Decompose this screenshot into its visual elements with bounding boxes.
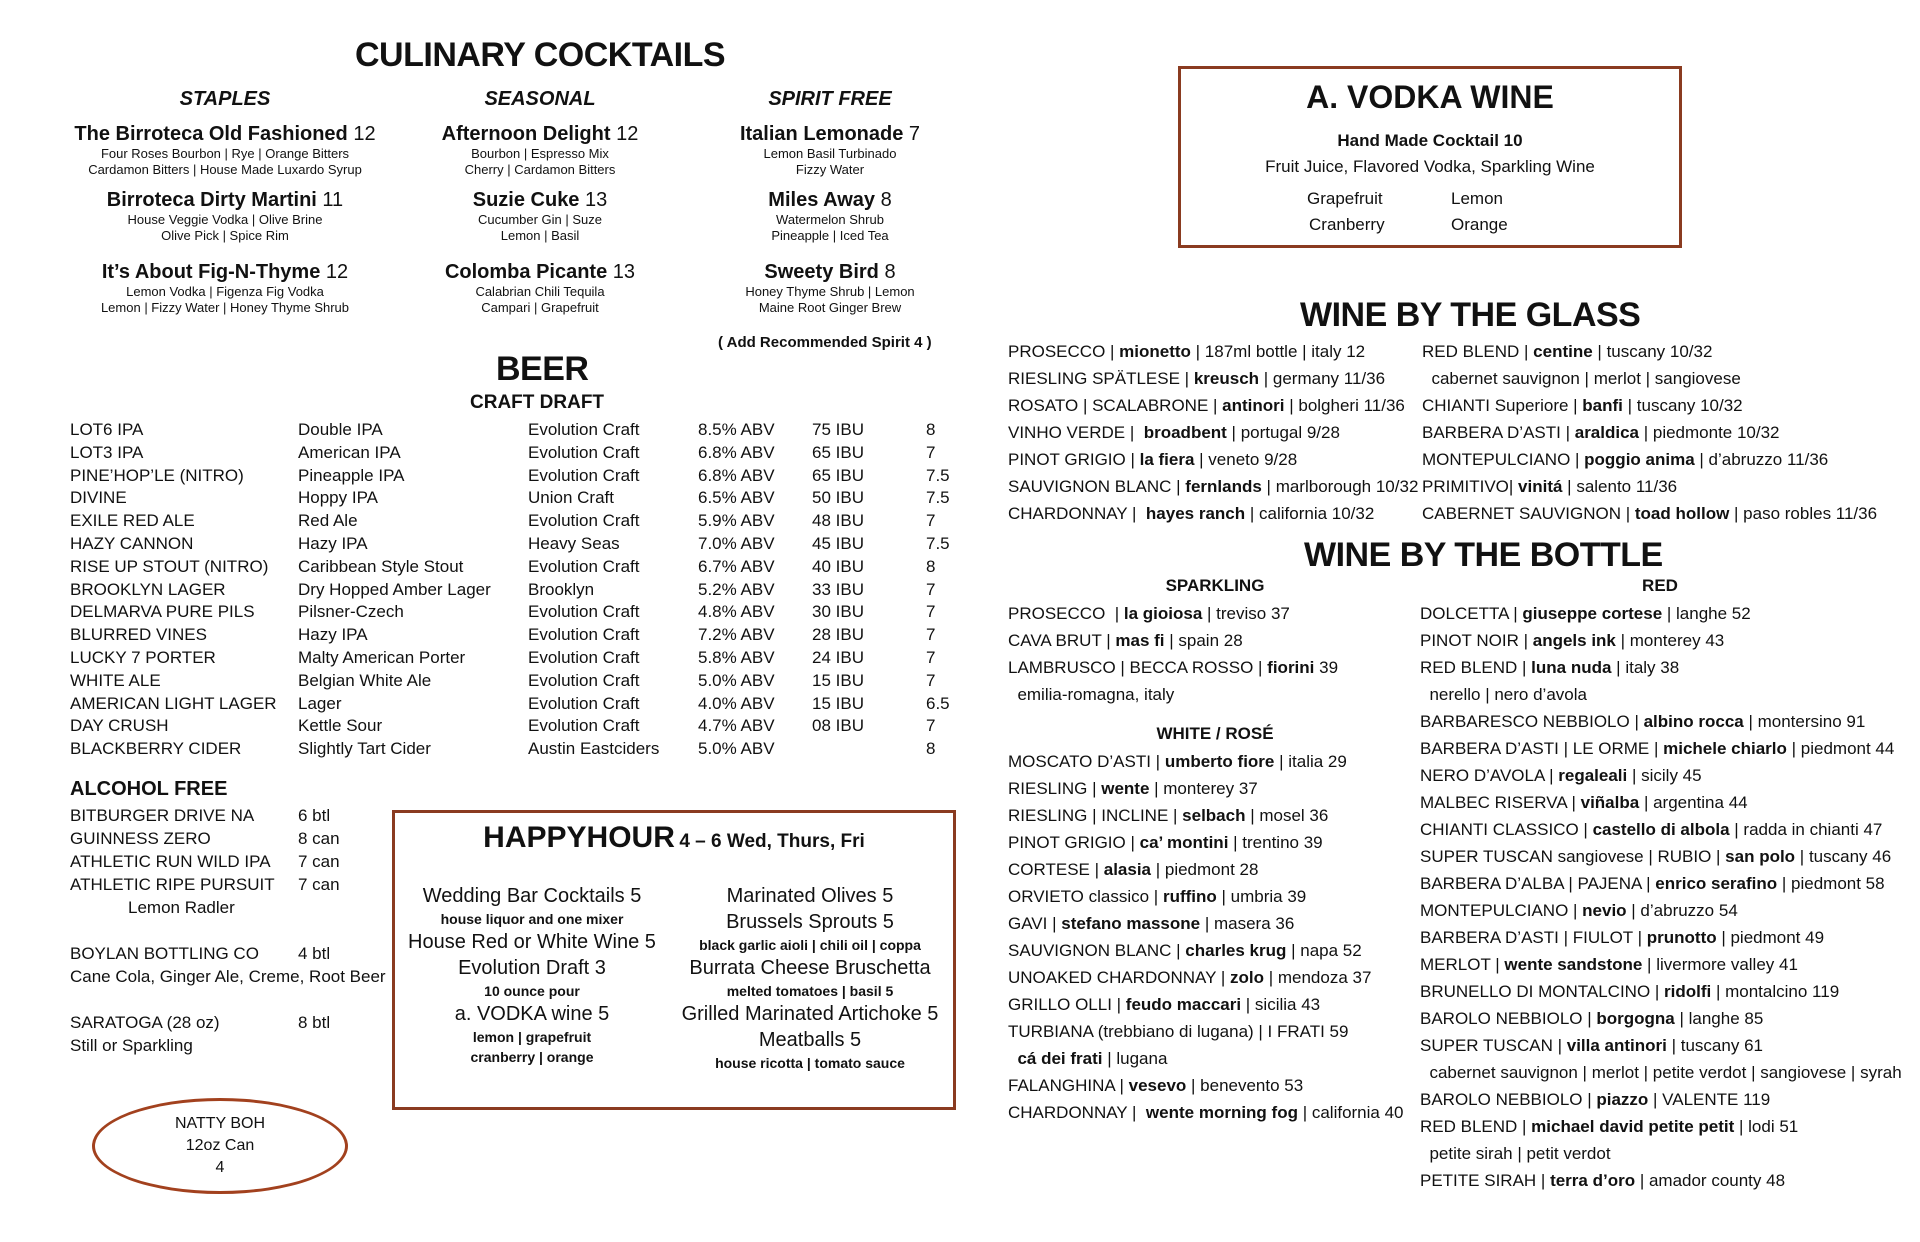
beer-abv: 5.8% ABV xyxy=(698,648,775,667)
beer-abv: 5.2% ABV xyxy=(698,579,775,599)
wine-item: VINHO VERDE | broadbent | portugal 9/28 xyxy=(1008,423,1340,442)
beer-abv: 4.8% ABV xyxy=(698,602,775,622)
producer-name: giuseppe cortese xyxy=(1522,604,1663,623)
beer-style: Belgian White Ale xyxy=(298,670,432,690)
beer-name: RISE UP STOUT (NITRO) xyxy=(70,556,269,576)
beer-name: DELMARVA PURE PILS xyxy=(70,602,255,622)
beer-name: HAZY CANNON xyxy=(70,534,194,553)
producer-name: piazzo xyxy=(1596,1090,1649,1109)
beer-brewery: Evolution Craft xyxy=(528,648,640,667)
beer-price: 7.5 xyxy=(926,465,950,485)
beer-abv: 8.5% ABV xyxy=(698,420,775,439)
sparkling-title: SPARKLING xyxy=(1165,576,1265,595)
beer-name: LOT3 IPA xyxy=(70,442,144,462)
producer-name: wente morning fog xyxy=(1145,1103,1298,1122)
wine-item: cá dei frati | lugana xyxy=(1017,1049,1168,1068)
producer-name: vesevo xyxy=(1128,1076,1187,1095)
cocktail-item: Colomba Picante 13 Calabrian Chili Tequila Campari | Grapefruit xyxy=(444,261,636,315)
cocktail-item: Birroteca Dirty Martini 11 House Veggie Vodka | Olive Brine Olive Pick | Spice Rim xyxy=(106,189,344,243)
wine-item: LAMBRUSCO | BECCA ROSSO | fiorini 39 xyxy=(1008,658,1339,677)
beer-style: Red Ale xyxy=(298,511,358,531)
producer-name: terra d’oro xyxy=(1550,1171,1636,1190)
wine-item: MONTEPULCIANO | nevio | d’abruzzo 54 xyxy=(1420,901,1738,920)
beer-brewery: Evolution Craft xyxy=(528,602,640,622)
beer-brewery: Evolution Craft xyxy=(528,442,640,462)
beer-brewery: Union Craft xyxy=(528,488,614,508)
producer-name: antinori xyxy=(1222,396,1285,415)
producer-name: mas fi xyxy=(1115,631,1165,650)
beer-brewery: Austin Eastciders xyxy=(528,739,660,759)
vodka-flavor: Grapefruit xyxy=(1307,189,1383,208)
wine-item: PINOT GRIGIO | la fiera | veneto 9/28 xyxy=(1008,450,1298,469)
beer-brewery: Evolution Craft xyxy=(528,420,640,439)
wine-item: BARBARESCO NEBBIOLO | albino rocca | montersino 91 xyxy=(1420,712,1866,731)
beer-name: BLACKBERRY CIDER xyxy=(70,739,242,759)
beer-ibu: 45 IBU xyxy=(812,534,864,553)
producer-name: vinitá xyxy=(1518,477,1563,496)
vodka-title: A. VODKA WINE xyxy=(1306,79,1554,115)
wine-item: emilia-romagna, italy xyxy=(1008,685,1175,704)
vodka-flavor: Orange xyxy=(1451,215,1508,234)
alcohol-free-list: BITBURGER DRIVE NA 6 btl GUINNESS ZERO 8 can ATHLETIC RUN WILD IPA 7 can ATHLETIC RIPE PURSUIT 7 can Lemon Radler BOYLAN BOTTLING CO 4 btl Cane Cola, Ginger Ale, Creme, Root Beer SARATOGA (28 oz) 8 btl Still or Sparkling xyxy=(70,806,386,1055)
beer-price: 7 xyxy=(926,511,936,531)
beer-price: 7 xyxy=(926,648,936,667)
wine-item: RED BLEND | luna nuda | italy 38 xyxy=(1420,658,1680,677)
wine-item: PETITE SIRAH | terra d’oro | amador county 48 xyxy=(1420,1171,1786,1190)
happyhour-box xyxy=(392,810,956,1110)
glass-left-list xyxy=(1008,338,1418,527)
producer-name: cá dei frati xyxy=(1017,1049,1103,1068)
producer-name: viñalba xyxy=(1580,793,1640,812)
producer-name: borgogna xyxy=(1596,1009,1675,1028)
beer-style: Slightly Tart Cider xyxy=(298,739,431,759)
wine-item: cabernet sauvignon | merlot | petite verdot | sangiovese | syrah xyxy=(1420,1063,1902,1082)
glass-title: WINE BY THE GLASS xyxy=(1300,296,1641,334)
beer-ibu: 33 IBU xyxy=(812,579,864,599)
beer-style: Malty American Porter xyxy=(298,648,466,667)
producer-name: charles krug xyxy=(1185,941,1287,960)
beer-abv: 6.7% ABV xyxy=(698,556,775,576)
beer-name: LOT6 IPA xyxy=(70,420,144,439)
wine-item: BAROLO NEBBIOLO | borgogna | langhe 85 xyxy=(1420,1009,1764,1028)
beer-ibu: 28 IBU xyxy=(812,625,864,645)
producer-name: umberto fiore xyxy=(1164,752,1275,771)
producer-name: zolo xyxy=(1230,968,1264,987)
producer-name: fiorini xyxy=(1267,658,1315,677)
producer-name: san polo xyxy=(1725,847,1796,866)
producer-name: mionetto xyxy=(1119,342,1191,361)
wine-item: SUPER TUSCAN | villa antinori | tuscany 61 xyxy=(1420,1036,1763,1055)
wine-item: PRIMITIVO| vinitá | salento 11/36 xyxy=(1422,477,1678,496)
wine-item: RED BLEND | michael david petite petit | lodi 51 xyxy=(1420,1117,1799,1136)
beer-name: LUCKY 7 PORTER xyxy=(70,648,216,667)
beer-price: 7 xyxy=(926,579,936,599)
beer-style: Pilsner-Czech xyxy=(298,602,404,622)
beer-brewery: Evolution Craft xyxy=(528,625,640,645)
beer-brewery: Brooklyn xyxy=(528,579,595,599)
wine-item: MONTEPULCIANO | poggio anima | d’abruzzo 11/36 xyxy=(1422,450,1829,469)
producer-name: stefano massone xyxy=(1061,914,1201,933)
beer-name: DIVINE xyxy=(70,488,127,508)
natty-boh-oval: NATTY BOH 12oz Can 4 xyxy=(92,1098,348,1194)
producer-name: poggio anima xyxy=(1584,450,1695,469)
beer-name: BLURRED VINES xyxy=(70,625,207,645)
beer-brewery: Evolution Craft xyxy=(528,716,640,736)
producer-name: michael david petite petit xyxy=(1531,1117,1735,1136)
beer-name: BROOKLYN LAGER xyxy=(70,579,226,599)
cocktail-item: Suzie Cuke 13 Cucumber Gin | Suze Lemon | Basil xyxy=(472,189,608,243)
beer-price: 8 xyxy=(926,556,936,576)
producer-name: castello di albola xyxy=(1592,820,1730,839)
beer-style: American IPA xyxy=(298,442,401,462)
happyhour-when: 4 – 6 Wed, Thurs, Fri xyxy=(679,831,865,852)
wine-item: BARBERA D’ALBA | PAJENA | enrico serafino | piedmont 58 xyxy=(1420,874,1885,893)
producer-name: luna nuda xyxy=(1531,658,1612,677)
wine-item: BRUNELLO DI MONTALCINO | ridolfi | montalcino 119 xyxy=(1420,982,1840,1001)
alcohol-free-title: ALCOHOL FREE xyxy=(70,778,228,800)
beer-abv: 4.7% ABV xyxy=(698,716,775,736)
beer-price: 8 xyxy=(926,420,936,439)
beer-style: Hazy IPA xyxy=(298,534,368,553)
producer-name: broadbent xyxy=(1143,423,1227,442)
beer-ibu: 40 IBU xyxy=(812,556,864,576)
wine-item: PROSECCO | la gioiosa | treviso 37 xyxy=(1008,604,1290,623)
cocktail-item: Miles Away 8 Watermelon Shrub Pineapple | Iced Tea xyxy=(768,189,892,243)
beer-brewery: Evolution Craft xyxy=(528,511,640,531)
producer-name: regaleali xyxy=(1558,766,1628,785)
producer-name: araldica xyxy=(1574,423,1639,442)
wine-item: CHIANTI CLASSICO | castello di albola | radda in chianti 47 xyxy=(1420,820,1883,839)
wine-item: RIESLING SPÄTLESE | kreusch | germany 11/36 xyxy=(1008,369,1386,388)
producer-name: fernlands xyxy=(1185,477,1262,496)
beer-ibu: 15 IBU xyxy=(812,693,864,713)
beer-price: 7.5 xyxy=(926,488,950,508)
beer-abv: 6.8% ABV xyxy=(698,442,775,462)
wine-item: SAUVIGNON BLANC | fernlands | marlborough 10/32 xyxy=(1008,477,1419,496)
producer-name: wente sandstone xyxy=(1504,955,1643,974)
white-list xyxy=(1008,748,1404,1126)
wine-item: RED BLEND | centine | tuscany 10/32 xyxy=(1422,342,1713,361)
producer-name: centine xyxy=(1533,342,1593,361)
wine-item: CAVA BRUT | mas fi | spain 28 xyxy=(1008,631,1243,650)
beer-ibu: 48 IBU xyxy=(812,511,864,531)
beer-price: 7 xyxy=(926,670,936,690)
beer-abv: 5.9% ABV xyxy=(698,511,775,531)
wine-item: CHARDONNAY | hayes ranch | california 10/32 xyxy=(1008,504,1375,523)
wine-item: CABERNET SAUVIGNON | toad hollow | paso robles 11/36 xyxy=(1422,504,1878,523)
beer-price: 6.5 xyxy=(926,693,950,713)
wine-item: PINOT GRIGIO | ca’ montini | trentino 39 xyxy=(1008,833,1323,852)
producer-name: hayes ranch xyxy=(1145,504,1246,523)
beer-abv: 7.0% ABV xyxy=(698,534,775,553)
vodka-flavor: Cranberry xyxy=(1309,215,1385,234)
cocktail-item: Afternoon Delight 12 Bourbon | Espresso Mix Cherry | Cardamon Bitters xyxy=(441,123,639,177)
producer-name: ruffino xyxy=(1162,887,1217,906)
glass-right-list xyxy=(1422,338,1877,527)
sparkling-list xyxy=(1008,600,1338,708)
beer-style: Hazy IPA xyxy=(298,625,368,645)
beer-style: Dry Hopped Amber Lager xyxy=(298,579,491,599)
beer-ibu: 50 IBU xyxy=(812,488,864,508)
beer-abv: 5.0% ABV xyxy=(698,739,775,759)
beer-ibu: 75 IBU xyxy=(812,420,864,439)
beer-title: BEER xyxy=(496,350,589,388)
producer-name: la gioiosa xyxy=(1123,604,1203,623)
producer-name: enrico serafino xyxy=(1655,874,1778,893)
happyhour-food: Marinated Olives 5 Brussels Sprouts 5 black garlic aioli | chili oil | coppa Burrata Cheese Bruschetta melted tomatoes | basil 5 Grilled Marinated Artichoke 5 Meatballs 5 house ricotta | tomato sauce xyxy=(681,885,939,1071)
beer-abv: 6.5% ABV xyxy=(698,488,775,508)
vodka-wine-box xyxy=(1178,66,1682,248)
beer-price: 7.5 xyxy=(926,534,950,553)
vodka-flavor: Lemon xyxy=(1451,189,1503,208)
wine-item: BAROLO NEBBIOLO | piazzo | VALENTE 119 xyxy=(1420,1090,1771,1109)
wine-item: GRILLO OLLI | feudo maccari | sicilia 43 xyxy=(1008,995,1321,1014)
beer-style: Pineapple IPA xyxy=(298,465,405,485)
producer-name: villa antinori xyxy=(1566,1036,1667,1055)
cocktail-item: Sweety Bird 8 Honey Thyme Shrub | Lemon Maine Root Ginger Brew xyxy=(745,261,915,315)
wine-item: MOSCATO D’ASTI | umberto fiore | italia 29 xyxy=(1008,752,1347,771)
beer-ibu: 30 IBU xyxy=(812,602,864,622)
wine-item: CORTESE | alasia | piedmont 28 xyxy=(1008,860,1259,879)
craft-draft-subtitle: CRAFT DRAFT xyxy=(470,392,605,413)
producer-name: ca’ montini xyxy=(1139,833,1229,852)
beer-style: Kettle Sour xyxy=(298,716,383,736)
beer-price: 7 xyxy=(926,602,936,622)
cocktails-title: CULINARY COCKTAILS xyxy=(355,36,726,74)
producer-name: wente xyxy=(1101,779,1150,798)
beer-style: Hoppy IPA xyxy=(298,488,379,508)
producer-name: selbach xyxy=(1182,806,1246,825)
spirit-free-heading: SPIRIT FREE xyxy=(768,88,892,110)
producer-name: alasia xyxy=(1103,860,1151,879)
producer-name: angels ink xyxy=(1532,631,1616,650)
seasonal-heading: SEASONAL xyxy=(484,88,596,110)
beer-brewery: Evolution Craft xyxy=(528,693,640,713)
wine-item: MALBEC RISERVA | viñalba | argentina 44 xyxy=(1420,793,1748,812)
wine-item: RIESLING | INCLINE | selbach | mosel 36 xyxy=(1008,806,1329,825)
happyhour-drinks: Wedding Bar Cocktails 5 house liquor and one mixer House Red or White Wine 5 Evolution Draft 3 10 ounce pour a. VODKA wine 5 lemon | grapefruit cranberry | orange xyxy=(408,885,656,1065)
wine-item: ORVIETO classico | ruffino | umbria 39 xyxy=(1008,887,1307,906)
producer-name: kreusch xyxy=(1193,369,1260,388)
wine-item: FALANGHINA | vesevo | benevento 53 xyxy=(1008,1076,1304,1095)
bottle-title: WINE BY THE BOTTLE xyxy=(1304,536,1663,574)
wine-item: MERLOT | wente sandstone | livermore valley 41 xyxy=(1420,955,1798,974)
beer-ibu: 65 IBU xyxy=(812,442,864,462)
cocktail-item: The Birroteca Old Fashioned 12 Four Roses Bourbon | Rye | Orange Bitters Cardamon Bitters | House Made Luxardo Syrup xyxy=(74,123,376,177)
wine-item: ROSATO | SCALABRONE | antinori | bolgheri 11/36 xyxy=(1008,396,1405,415)
beer-style: Caribbean Style Stout xyxy=(298,556,464,576)
wine-item: RIESLING | wente | monterey 37 xyxy=(1008,779,1258,798)
beer-brewery: Evolution Craft xyxy=(528,556,640,576)
beer-name: WHITE ALE xyxy=(70,670,161,690)
wine-item: SUPER TUSCAN sangiovese | RUBIO | san polo | tuscany 46 xyxy=(1420,847,1892,866)
staples-heading: STAPLES xyxy=(179,88,271,110)
wine-item: GAVI | stefano massone | masera 36 xyxy=(1008,914,1295,933)
wine-item: PINOT NOIR | angels ink | monterey 43 xyxy=(1420,631,1725,650)
beer-brewery: Heavy Seas xyxy=(528,534,620,553)
producer-name: prunotto xyxy=(1646,928,1717,947)
beer-ibu: 08 IBU xyxy=(812,716,864,736)
producer-name: toad hollow xyxy=(1634,504,1730,523)
beer-price: 7 xyxy=(926,716,936,736)
beer-abv: 5.0% ABV xyxy=(698,670,775,690)
vodka-desc: Fruit Juice, Flavored Vodka, Sparkling Wine xyxy=(1265,157,1595,176)
beer-abv: 6.8% ABV xyxy=(698,465,775,485)
beer-ibu: 15 IBU xyxy=(812,670,864,690)
wine-item: BARBERA D’ASTI | FIULOT | prunotto | piedmont 49 xyxy=(1420,928,1825,947)
beer-ibu: 24 IBU xyxy=(812,648,864,667)
red-title: RED xyxy=(1642,576,1678,595)
wine-item: NERO D’AVOLA | regaleali | sicily 45 xyxy=(1420,766,1702,785)
vodka-sub: Hand Made Cocktail 10 xyxy=(1337,131,1523,150)
spirit-note: ( Add Recommended Spirit 4 ) xyxy=(718,334,932,351)
beer-price: 8 xyxy=(926,739,936,759)
producer-name: nevio xyxy=(1582,901,1627,920)
producer-name: banfi xyxy=(1582,396,1623,415)
wine-item: nerello | nero d’avola xyxy=(1420,685,1587,704)
producer-name: ridolfi xyxy=(1664,982,1712,1001)
beer-price: 7 xyxy=(926,442,936,462)
wine-item: PROSECCO | mionetto | 187ml bottle | italy 12 xyxy=(1008,342,1366,361)
white-title: WHITE / ROSÉ xyxy=(1156,724,1274,743)
producer-name: michele chiarlo xyxy=(1663,739,1787,758)
beer-name: PINE’HOP’LE (NITRO) xyxy=(70,465,244,485)
wine-item: BARBERA D’ASTI | LE ORME | michele chiarlo | piedmont 44 xyxy=(1420,739,1895,758)
beer-price: 7 xyxy=(926,625,936,645)
beer-abv: 4.0% ABV xyxy=(698,693,775,713)
wine-item: SAUVIGNON BLANC | charles krug | napa 52 xyxy=(1008,941,1362,960)
cocktail-item: Italian Lemonade 7 Lemon Basil Turbinado Fizzy Water xyxy=(739,123,921,177)
wine-item: UNOAKED CHARDONNAY | zolo | mendoza 37 xyxy=(1008,968,1372,987)
cocktail-item: It’s About Fig-N-Thyme 12 Lemon Vodka | Figenza Fig Vodka Lemon | Fizzy Water | Honey Thyme Shrub xyxy=(100,261,350,315)
producer-name: la fiera xyxy=(1139,450,1195,469)
beer-abv: 7.2% ABV xyxy=(698,625,775,645)
producer-name: albino rocca xyxy=(1643,712,1744,731)
beer-brewery: Evolution Craft xyxy=(528,465,640,485)
wine-item: petite sirah | petit verdot xyxy=(1420,1144,1611,1163)
beer-name: AMERICAN LIGHT LAGER xyxy=(70,693,277,713)
beer-ibu: 65 IBU xyxy=(812,465,864,485)
wine-item: CHARDONNAY | wente morning fog | california 40 xyxy=(1008,1103,1404,1122)
wine-item: BARBERA D’ASTI | araldica | piedmonte 10/32 xyxy=(1422,423,1780,442)
wine-item: DOLCETTA | giuseppe cortese | langhe 52 xyxy=(1420,604,1751,623)
wine-item: TURBIANA (trebbiano di lugana) | I FRATI 59 xyxy=(1008,1022,1349,1041)
beer-style: Lager xyxy=(298,693,342,713)
beer-brewery: Evolution Craft xyxy=(528,670,640,690)
beer-style: Double IPA xyxy=(298,420,383,439)
beer-name: DAY CRUSH xyxy=(70,716,169,736)
wine-item: CHIANTI Superiore | banfi | tuscany 10/32 xyxy=(1422,396,1743,415)
beer-name: EXILE RED ALE xyxy=(70,511,195,531)
happyhour-title: HAPPYHOUR xyxy=(483,821,675,854)
producer-name: feudo maccari xyxy=(1125,995,1242,1014)
red-list xyxy=(1420,600,1902,1194)
wine-item: cabernet sauvignon | merlot | sangiovese xyxy=(1422,369,1741,388)
